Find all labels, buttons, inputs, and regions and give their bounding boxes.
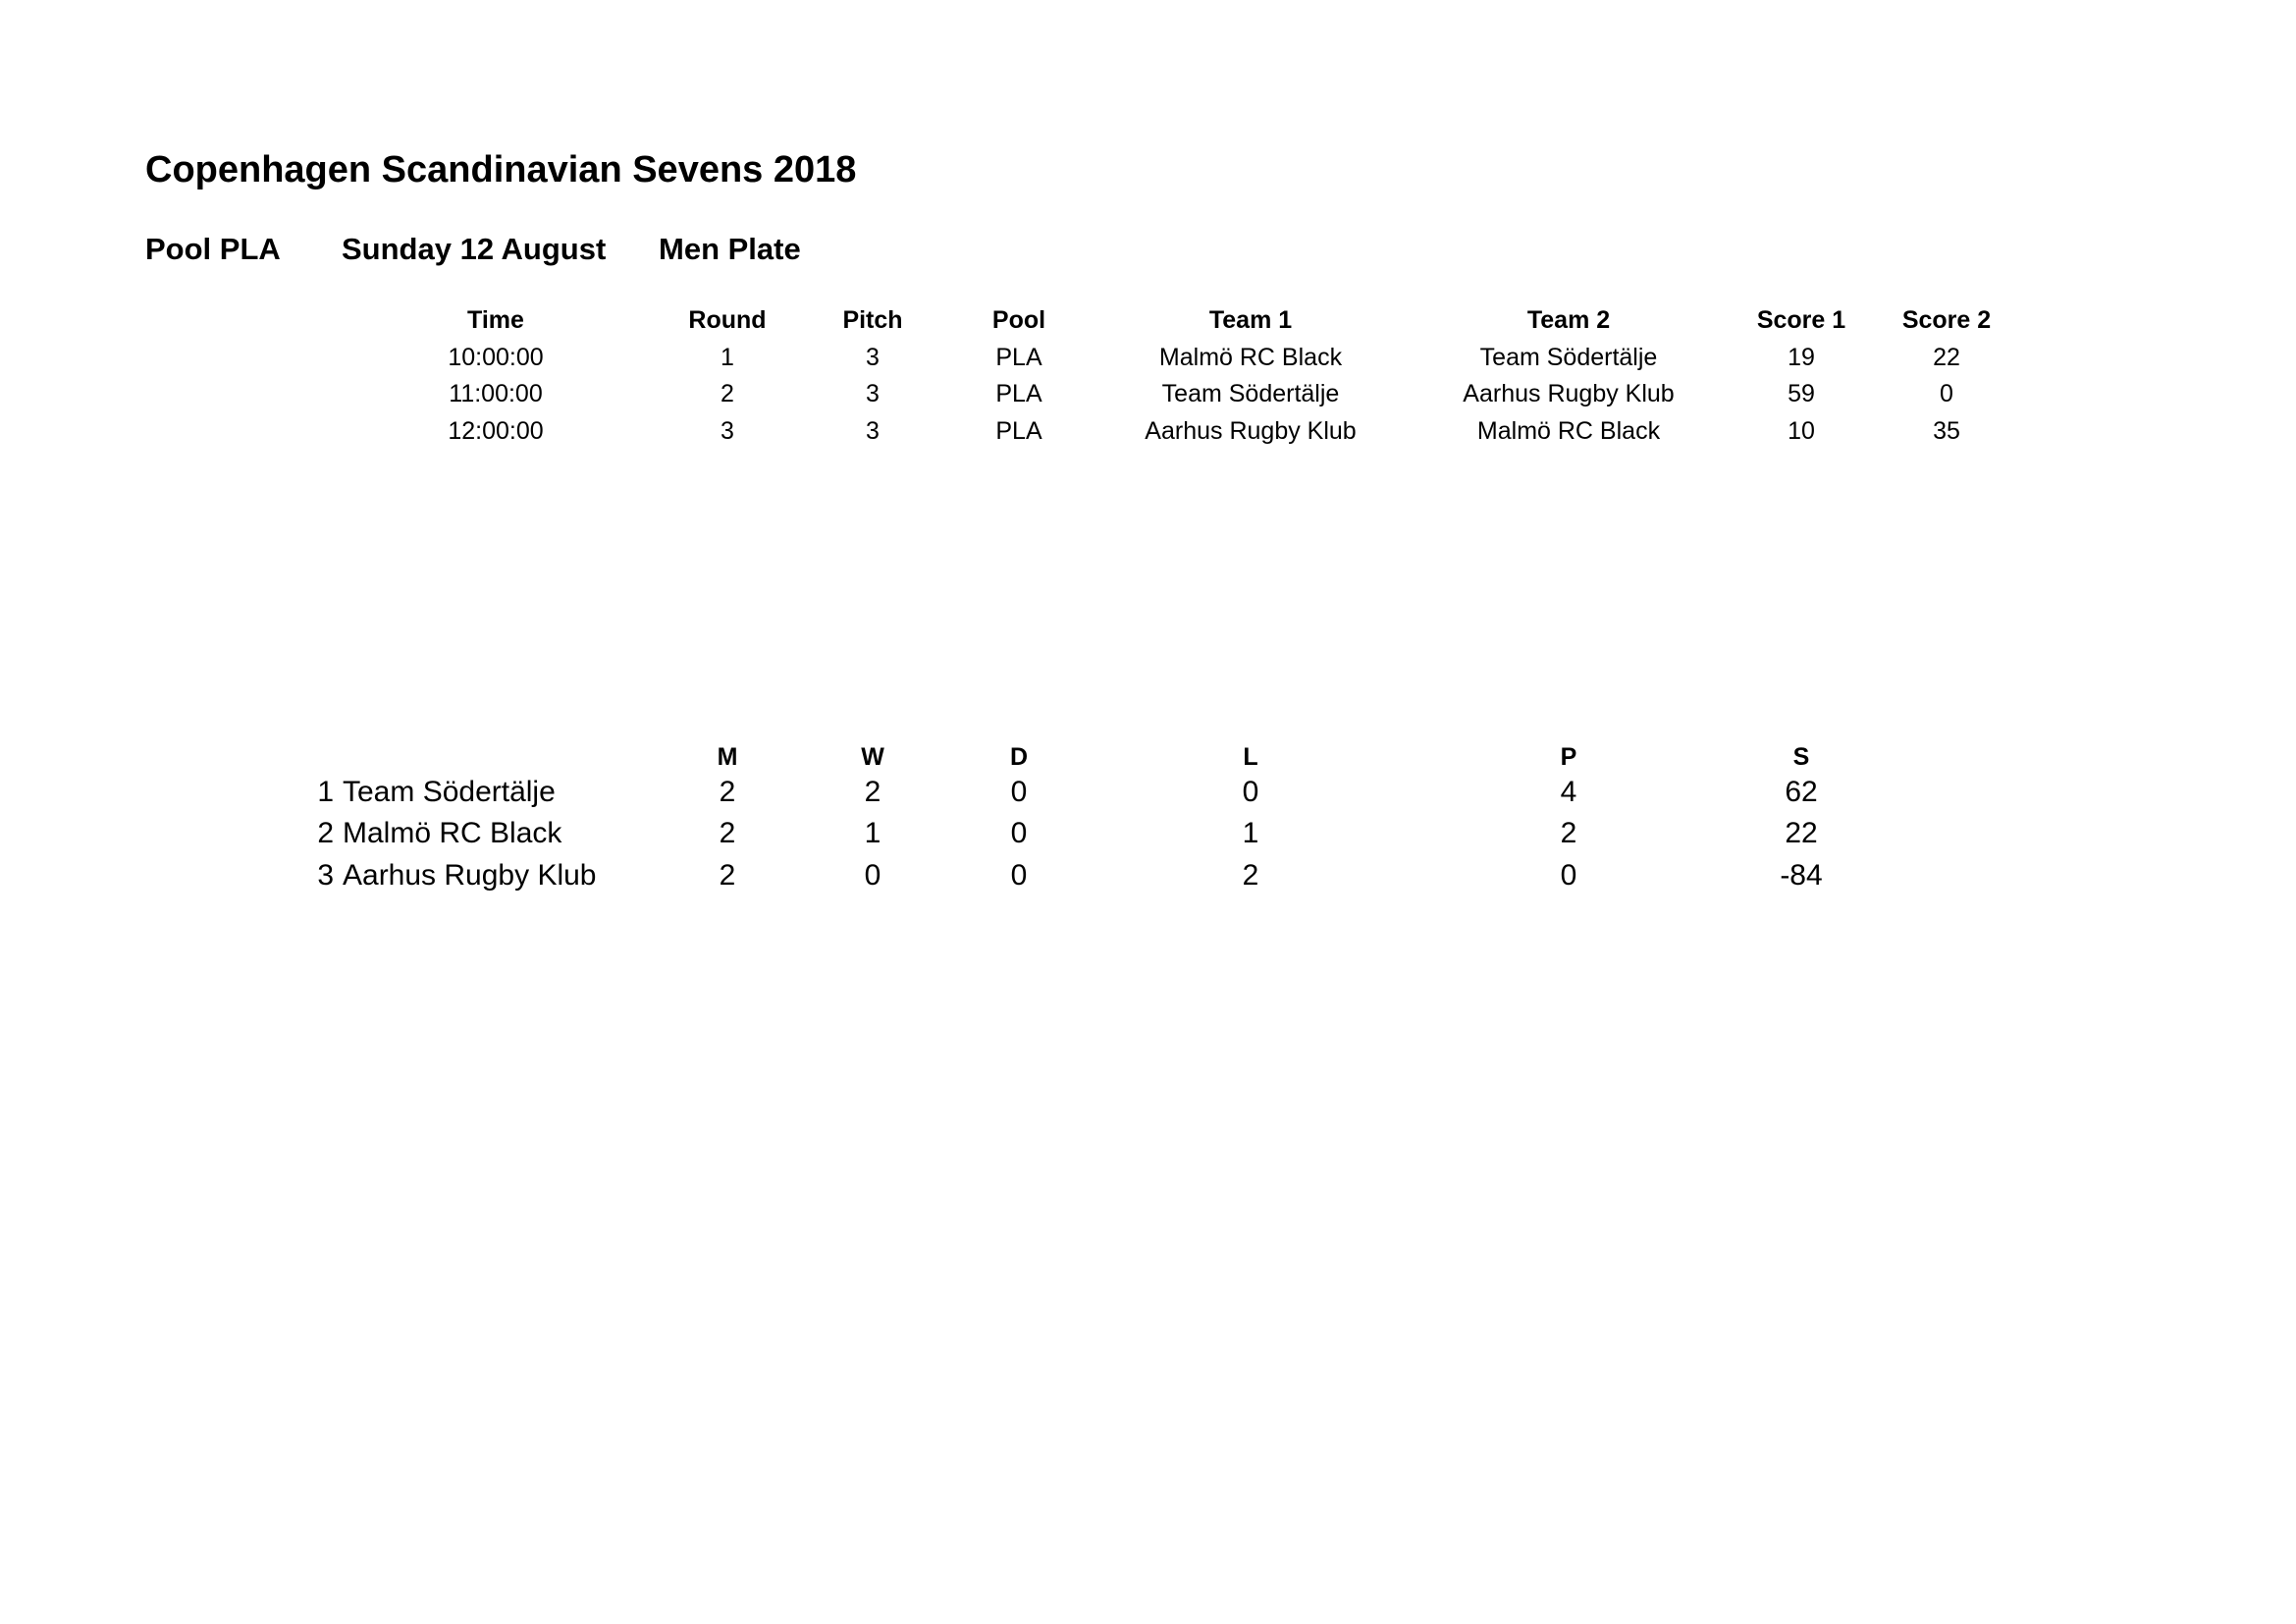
cell-score1: 10 xyxy=(1788,417,1815,445)
header-team1: Team 1 xyxy=(1208,306,1293,334)
cell-pool: PLA xyxy=(995,417,1042,445)
value-matches: 2 xyxy=(719,859,736,892)
team-name: Aarhus Rugby Klub xyxy=(343,859,597,892)
header-wins: W xyxy=(861,743,884,771)
cell-team2: Team Södertälje xyxy=(1479,344,1658,371)
header-pool: Pool xyxy=(991,306,1046,334)
header-points: P xyxy=(1560,743,1577,771)
header-team2: Team 2 xyxy=(1526,306,1611,334)
team-name: Malmö RC Black xyxy=(343,817,562,849)
cell-round: 2 xyxy=(721,380,734,407)
cell-time: 11:00:00 xyxy=(449,380,543,407)
team-name: Team Södertälje xyxy=(343,776,556,808)
rank: 3 xyxy=(317,859,334,892)
value-matches: 2 xyxy=(719,817,736,849)
header-pitch: Pitch xyxy=(842,306,903,334)
header-round: Round xyxy=(688,306,767,334)
value-points: 0 xyxy=(1560,859,1577,892)
value-wins: 2 xyxy=(864,776,881,808)
cell-team2: Aarhus Rugby Klub xyxy=(1463,380,1675,407)
value-losses: 1 xyxy=(1242,817,1259,849)
cell-score1: 19 xyxy=(1788,344,1815,371)
rank: 1 xyxy=(317,776,334,808)
cell-pool: PLA xyxy=(995,380,1042,407)
cell-pitch: 3 xyxy=(866,380,880,407)
value-losses: 0 xyxy=(1242,776,1259,808)
cell-team1: Aarhus Rugby Klub xyxy=(1145,417,1357,445)
value-score-diff: 22 xyxy=(1785,817,1818,849)
value-wins: 0 xyxy=(864,859,881,892)
header-losses: L xyxy=(1243,743,1258,771)
cell-team2: Malmö RC Black xyxy=(1476,417,1661,445)
value-draws: 0 xyxy=(1010,817,1028,849)
header-matches: M xyxy=(717,743,738,771)
value-points: 2 xyxy=(1560,817,1577,849)
cell-time: 12:00:00 xyxy=(448,417,544,445)
value-points: 4 xyxy=(1560,776,1577,808)
cell-score2: 35 xyxy=(1933,417,1960,445)
cell-score2: 0 xyxy=(1940,380,1953,407)
header-score-diff: S xyxy=(1792,743,1810,771)
cell-score2: 22 xyxy=(1933,344,1960,371)
cell-pitch: 3 xyxy=(866,344,880,371)
cell-pitch: 3 xyxy=(866,417,880,445)
value-wins: 1 xyxy=(864,817,881,849)
value-draws: 0 xyxy=(1010,776,1028,808)
header-score1: Score 1 xyxy=(1756,306,1846,334)
value-losses: 2 xyxy=(1242,859,1259,892)
value-draws: 0 xyxy=(1010,859,1028,892)
cell-team1: Team Södertälje xyxy=(1161,380,1340,407)
page-title: Copenhagen Scandinavian Sevens 2018 xyxy=(145,149,857,190)
cell-round: 1 xyxy=(721,344,734,371)
header-time: Time xyxy=(467,306,524,334)
pool-label: Pool PLA xyxy=(145,232,281,266)
value-score-diff: 62 xyxy=(1785,776,1818,808)
cell-round: 3 xyxy=(721,417,734,445)
cell-team1: Malmö RC Black xyxy=(1158,344,1343,371)
cell-score1: 59 xyxy=(1788,380,1815,407)
rank: 2 xyxy=(317,817,334,849)
value-matches: 2 xyxy=(719,776,736,808)
competition-label: Men Plate xyxy=(659,232,801,266)
header-score2: Score 2 xyxy=(1901,306,1992,334)
cell-time: 10:00:00 xyxy=(448,344,544,371)
cell-pool: PLA xyxy=(995,344,1042,371)
value-score-diff: -84 xyxy=(1780,859,1823,892)
date-label: Sunday 12 August xyxy=(342,232,607,266)
header-draws: D xyxy=(1009,743,1029,771)
